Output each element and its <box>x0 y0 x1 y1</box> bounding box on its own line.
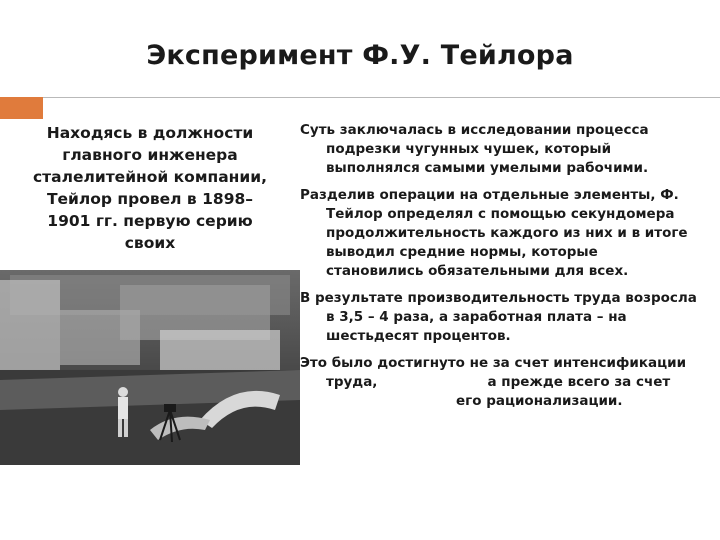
conclusion-part3: прежде всего за счет <box>501 374 671 390</box>
conclusion-part5: рационализации. <box>486 393 623 409</box>
conclusion-part1: Это было достигнуто не за счет интенсификации труда, <box>300 355 687 390</box>
paragraph-method: Разделив операции на отдельные элементы, Ф. Тейлор определял с помощью секундомера продолжительность каждого из них и в итоге выводил средние нормы, которые становились обязательными для всех. <box>300 187 688 279</box>
slide-title: Эксперимент Ф.У. Тейлора <box>146 40 574 71</box>
factory-photo <box>0 270 300 465</box>
left-caption: Находясь в должности главного инженера сталелитейной компании, Тейлор провел в 1898–1901 гг. первую серию своих <box>32 124 267 252</box>
paragraph-conclusion <box>300 354 698 411</box>
title-divider <box>43 97 720 98</box>
right-text-column <box>300 121 698 419</box>
paragraph-essence: Суть заключалась в исследовании процесса подрезки чугунных чушек, который выполнялся самыми умелыми рабочими. <box>300 122 649 176</box>
paragraph-result: В результате производительность труда возросла в 3,5 – 4 раза, а заработная плата – на шестьдесят процентов. <box>300 290 697 344</box>
conclusion-part4: его <box>456 393 482 409</box>
conclusion-part2: а <box>487 374 497 390</box>
accent-block <box>0 97 43 119</box>
